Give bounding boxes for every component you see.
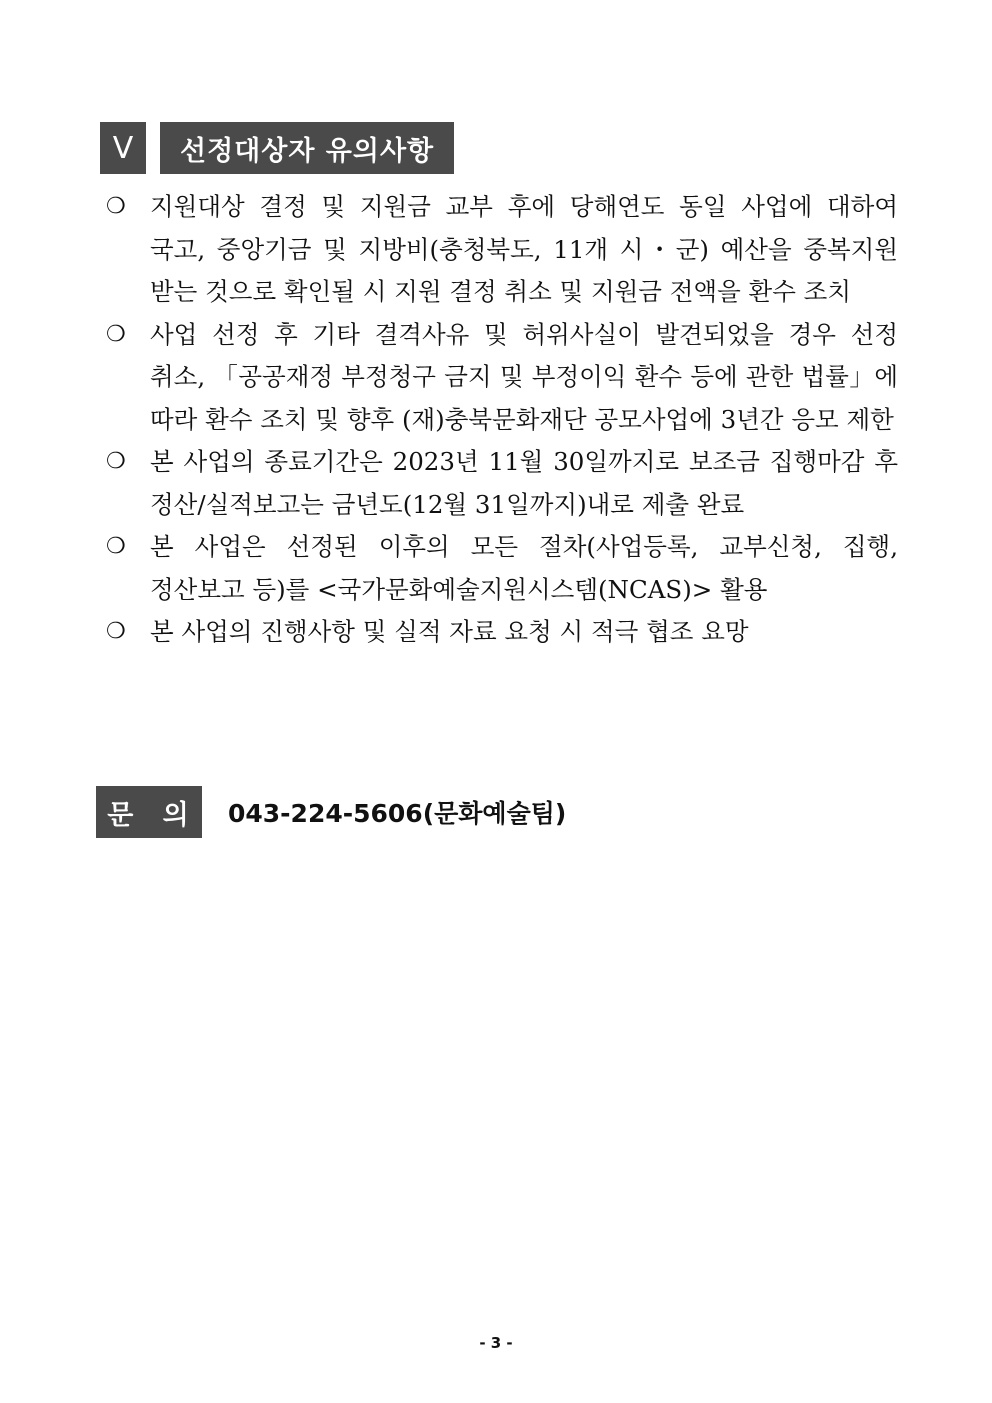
list-item-text: 본 사업은 선정된 이후의 모든 절차(사업등록, 교부신청, 집행, 정산보고 등)를 <국가문화예술지원시스템(NCAS)> 활용: [150, 532, 898, 604]
list-item-text: 지원대상 결정 및 지원금 교부 후에 당해연도 동일 사업에 대하여 국고, 중앙기금 및 지방비(충청북도, 11개 시・군) 예산을 중복지원 받는 것으로 확인될 시 지원 결정 취소 및 지원금 전액을 환수 조치: [150, 192, 898, 306]
list-item: [104, 314, 898, 442]
list-item: [104, 611, 898, 654]
section-number: Ⅴ: [100, 122, 146, 174]
list-item-text: 사업 선정 후 기타 결격사유 및 허위사실이 발견되었을 경우 선정 취소, 「공공재정 부정청구 금지 및 부정이익 환수 등에 관한 법률」에 따라 환수 조치 및 향후 (재)충북문화재단 공모사업에 3년간 응모 제한: [150, 319, 898, 434]
circle-bullet-icon: ❍: [106, 321, 126, 347]
contact-block: [96, 786, 566, 838]
circle-bullet-icon: ❍: [106, 194, 126, 219]
list-item: [104, 526, 898, 611]
list-item: [104, 441, 898, 526]
page-number: - 3 -: [479, 1334, 513, 1352]
circle-bullet-icon: ❍: [106, 449, 126, 474]
contact-label: 문 의: [96, 786, 202, 838]
list-item-text: 본 사업의 진행사항 및 실적 자료 요청 시 적극 협조 요망: [150, 617, 749, 646]
notice-list: [104, 186, 898, 654]
section-header: [100, 122, 454, 174]
circle-bullet-icon: ❍: [106, 534, 126, 559]
circle-bullet-icon: ❍: [106, 619, 126, 644]
section-gap: [146, 122, 160, 174]
contact-phone: 043-224-5606(문화예술팀): [228, 799, 567, 828]
section-title: 선정대상자 유의사항: [160, 122, 454, 174]
list-item: [104, 186, 898, 314]
list-item-text: 본 사업의 종료기간은 2023년 11월 30일까지로 보조금 집행마감 후 정산/실적보고는 금년도(12월 31일까지)내로 제출 완료: [150, 447, 898, 519]
